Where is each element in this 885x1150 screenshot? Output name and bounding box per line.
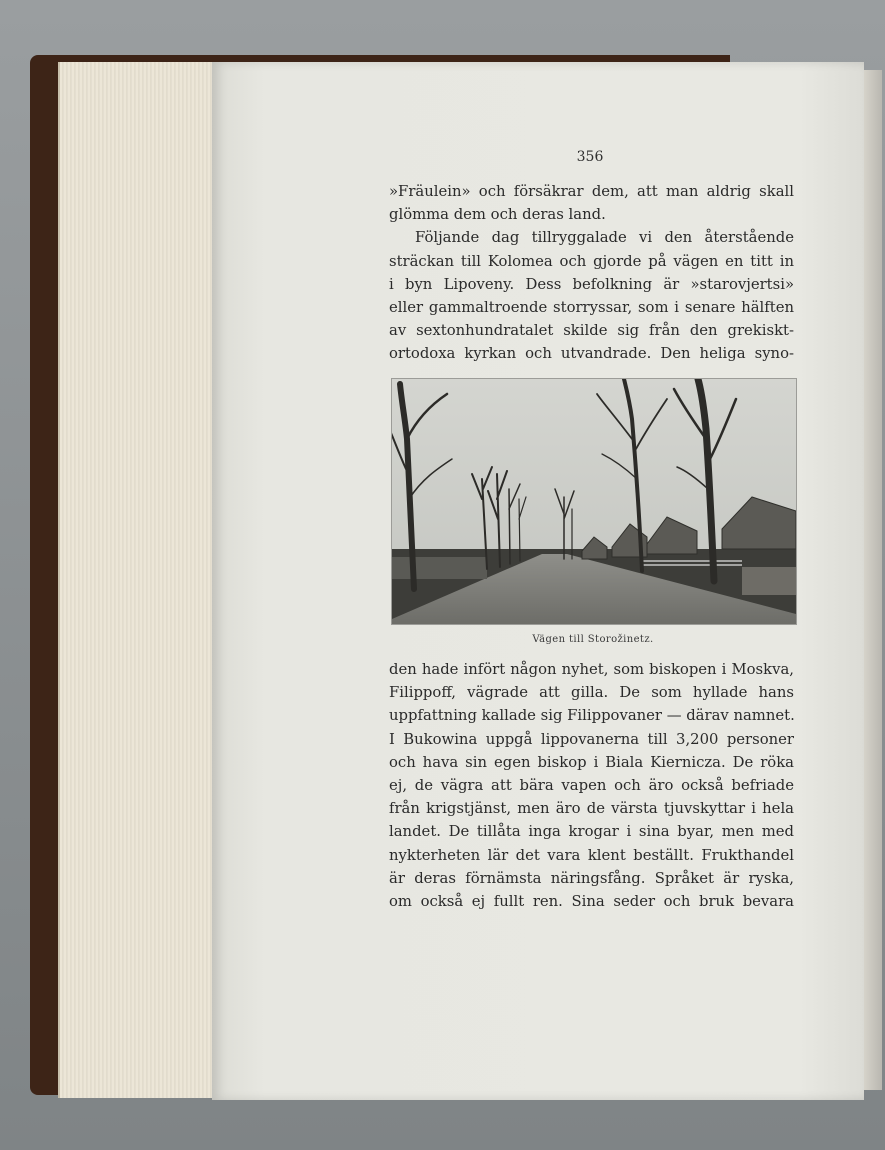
text-line: från krigstjänst, men äro de värsta tjuvskyttar i hela: [389, 800, 794, 818]
photograph-road: [391, 378, 797, 625]
text-line: ej, de vägra att bära vapen och äro också befriade: [389, 777, 794, 795]
page-stack-edge: [58, 62, 220, 1098]
text-line: är deras förnämsta näringsfång. Språket är ryska,: [389, 869, 794, 887]
text-line: uppfattning kallade sig Filippovaner — därav namnet.: [389, 707, 795, 725]
opposite-page-edge: [862, 70, 882, 1090]
text-line: landet. De tillåta inga krogar i sina byar, men med: [389, 823, 794, 841]
text-line: i byn Lipoveny. Dess befolkning är »starovjertsi»: [389, 275, 794, 293]
text-line: Filippoff, vägrade att gilla. De som hyllade hans: [389, 684, 794, 702]
top-text-block: [389, 180, 794, 366]
text-line: glömma dem och deras land.: [389, 206, 606, 224]
figure-caption: Vägen till Storožinetz.: [532, 634, 654, 645]
text-line: den hade infört någon nyhet, som biskopen i Moskva,: [389, 661, 794, 678]
text-line: I Bukowina uppgå lippovanerna till 3,200 personer: [389, 730, 794, 748]
text-line: Följande dag tillryggalade vi den återstående: [415, 229, 794, 247]
page-number: 356: [576, 149, 604, 165]
text-line: av sextonhundratalet skilde sig från den grekiskt-: [389, 322, 794, 340]
text-line: och hava sin egen biskop i Biala Kiernicza. De röka: [389, 753, 794, 771]
text-line: nykterheten lär det vara klent beställt. Frukthandel: [389, 846, 794, 864]
text-line: om också ej fullt ren. Sina seder och bruk bevara: [389, 893, 794, 911]
text-line: eller gammaltroende storryssar, som i senare hälften: [389, 299, 794, 317]
text-line: »Fräulein» och försäkrar dem, att man aldrig skall: [389, 183, 794, 200]
bottom-text-block: [389, 658, 794, 913]
text-line: sträckan till Kolomea och gjorde på vägen en titt in: [389, 252, 794, 270]
text-line: ortodoxa kyrkan och utvandrade. Den heliga syno-: [389, 345, 794, 363]
